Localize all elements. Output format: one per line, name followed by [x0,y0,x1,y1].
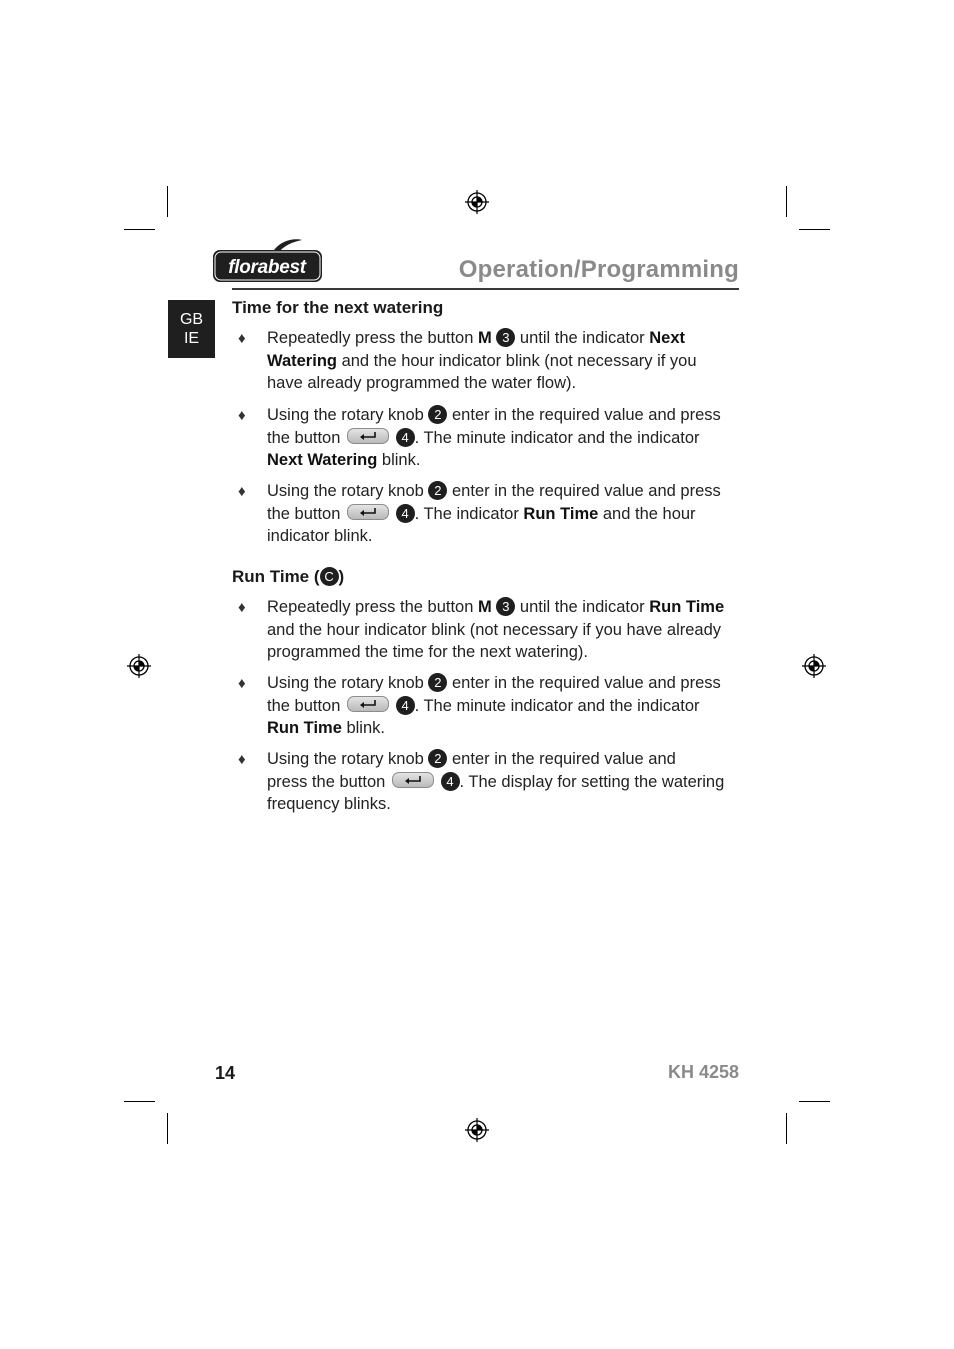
text-line: Using the rotary knob 2 enter in the required value and press [267,674,721,692]
callout-number: 2 [428,673,447,692]
bullet-icon: ♦ [238,483,246,500]
crop-mark [786,186,787,217]
text-line: press the button 4 . The display for setting the watering [267,772,725,791]
text-line: the button 4 . The minute indicator and the indicator [267,428,700,447]
bullet-icon: ♦ [238,407,246,424]
list-item [267,480,727,548]
enter-key-icon [347,504,389,520]
callout-number: 2 [428,481,447,500]
text-line: Run Time blink. [267,719,385,737]
text-line: programmed the time for the next watering). [267,643,588,661]
list-item [267,748,727,816]
callout-number: 4 [396,428,415,447]
page-number: 14 [215,1063,236,1083]
crop-mark [799,229,830,230]
text-line: have already programmed the water flow). [267,374,577,392]
list-item [267,672,727,740]
title-rule [232,288,739,290]
text-line: Using the rotary knob 2 enter in the required value and [267,750,676,768]
enter-key-icon [347,696,389,712]
section-heading: Time for the next watering [232,298,444,317]
registration-mark-icon [801,653,827,679]
enter-key-icon [347,428,389,444]
text-line: the button 4 . The indicator Run Time and the hour [267,504,696,523]
language-code: IE [183,330,200,347]
callout-number: 4 [396,696,415,715]
text-line: the button 4 . The minute indicator and the indicator [267,696,700,715]
list-item [267,327,727,395]
list-item [267,596,727,664]
bullet-icon: ♦ [238,751,246,768]
bullet-icon: ♦ [238,330,246,347]
crop-mark [786,1113,787,1144]
enter-key-icon [392,772,434,788]
brand-logo-text: florabest [228,257,306,278]
callout-number: 4 [396,504,415,523]
text-line: frequency blinks. [267,795,391,813]
text-line: Repeatedly press the button M 3 until the indicator Next [267,329,686,347]
callout-number: 3 [496,328,515,347]
list-item [267,404,727,472]
registration-mark-icon [464,1117,490,1143]
language-code: GB [179,311,204,328]
text-line: Next Watering blink. [267,451,421,469]
callout-number: 3 [496,597,515,616]
callout-number: 2 [428,405,447,424]
text-line: Using the rotary knob 2 enter in the required value and press [267,482,721,500]
section-heading: Run Time ( C ) [232,567,345,586]
crop-mark [124,1101,155,1102]
bullet-icon: ♦ [238,675,246,692]
text-line: Watering and the hour indicator blink (not necessary if you [267,351,697,370]
crop-mark [167,1113,168,1144]
text-line: and the hour indicator blink (not necessary if you have already [267,620,722,639]
callout-letter-icon: C [320,567,339,586]
text-line: Repeatedly press the button M 3 until the indicator Run Time [267,598,725,616]
model-number: KH 4258 [667,1062,739,1082]
text-line: Using the rotary knob 2 enter in the required value and press [267,406,721,424]
text-line: indicator blink. [267,527,373,545]
callout-number: 2 [428,749,447,768]
crop-mark [167,186,168,217]
callout-number: 4 [441,772,460,791]
registration-mark-icon [464,189,490,215]
registration-mark-icon [126,653,152,679]
crop-mark [799,1101,830,1102]
bullet-icon: ♦ [238,599,246,616]
crop-mark [124,229,155,230]
leaf-logo-icon [274,239,302,251]
language-tab [168,300,215,358]
page-title: Operation/Programming [458,256,739,283]
